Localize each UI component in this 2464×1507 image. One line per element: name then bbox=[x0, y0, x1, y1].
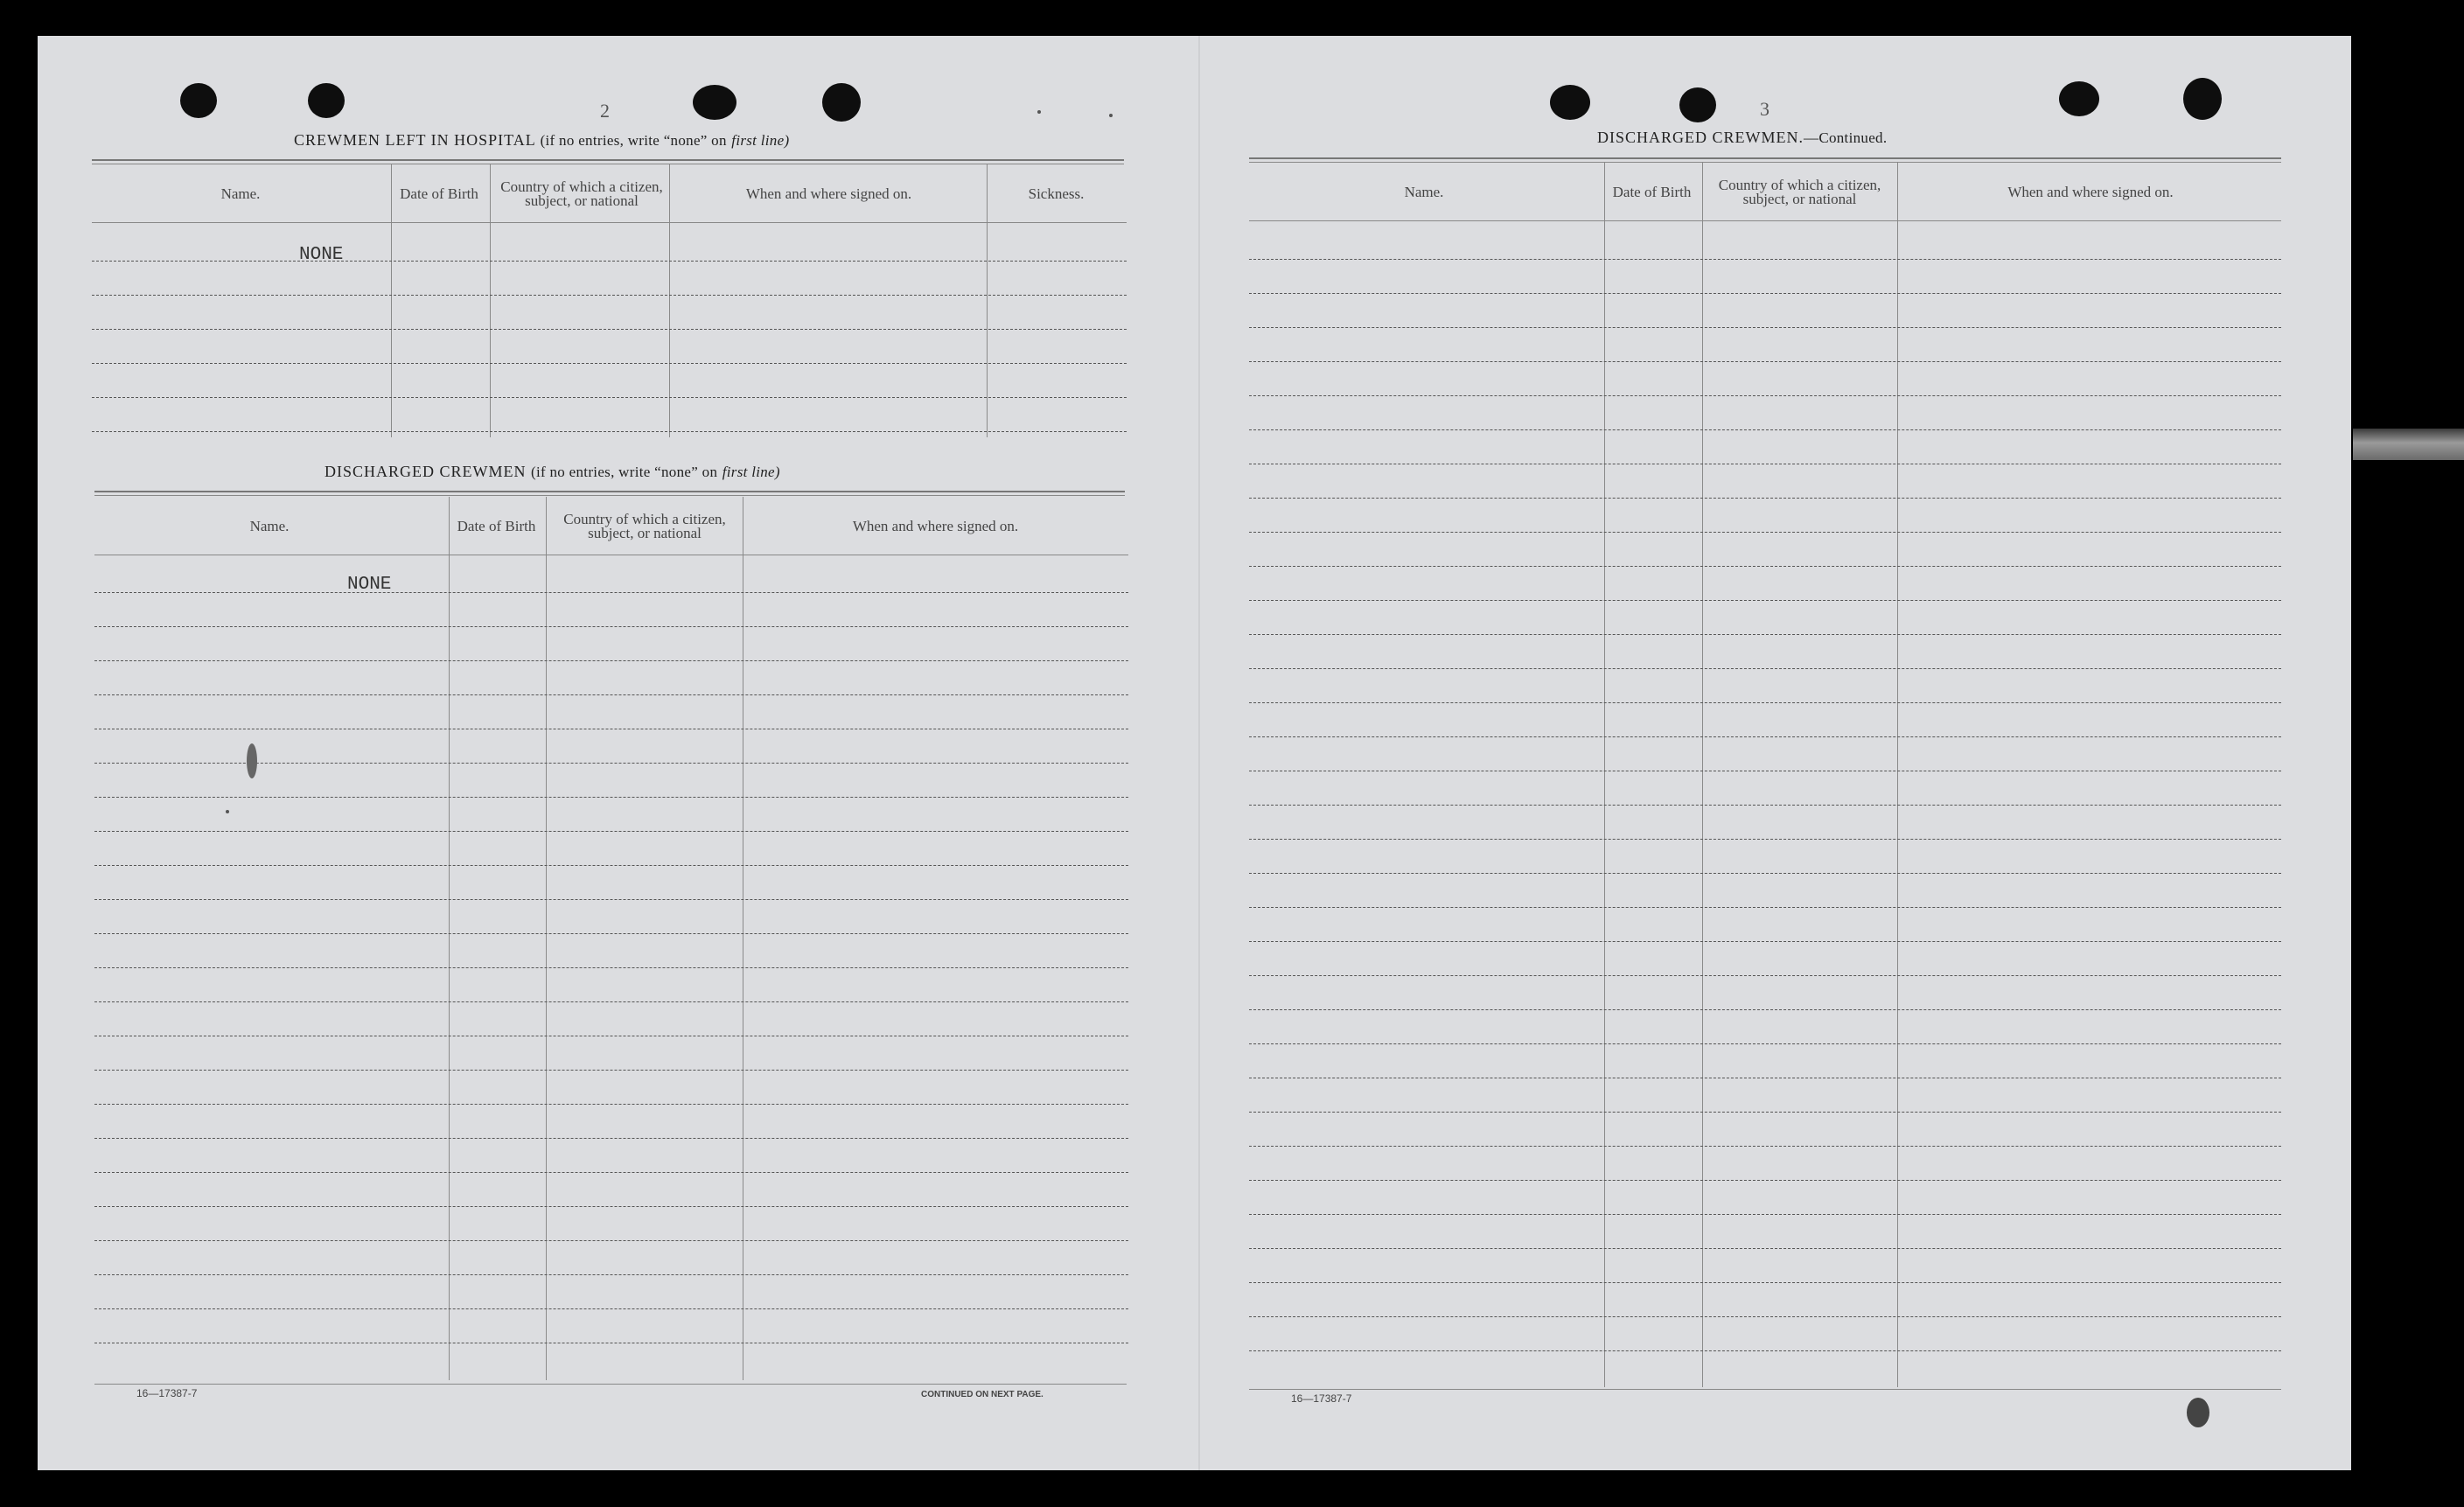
punch-hole bbox=[180, 83, 217, 118]
entry-line bbox=[1249, 1282, 2281, 1283]
column-divider bbox=[546, 497, 547, 1380]
column-header-sickness: Sickness. bbox=[1028, 185, 1085, 202]
form-number: 16—17387-7 bbox=[1291, 1392, 1352, 1405]
entry-line bbox=[1249, 1043, 2281, 1044]
column-header-dob: Date of Birth bbox=[400, 185, 478, 202]
entry-line bbox=[1249, 327, 2281, 328]
ink-smudge bbox=[247, 743, 257, 778]
entry-line bbox=[1249, 429, 2281, 430]
table-top-rule bbox=[1249, 157, 2281, 159]
table-bottom-rule bbox=[94, 1384, 1127, 1385]
section-title-discharged-continued bbox=[1597, 129, 1887, 147]
entry-line bbox=[94, 1138, 1128, 1139]
section-title-suffix: —Continued. bbox=[1804, 129, 1888, 146]
page-number: 2 bbox=[600, 100, 610, 122]
column-header-signed-on: When and where signed on. bbox=[852, 518, 1019, 534]
entry-line bbox=[94, 831, 1128, 832]
column-header-name: Name. bbox=[1404, 184, 1444, 200]
entry-line bbox=[1249, 1214, 2281, 1215]
header-underline bbox=[1249, 220, 2281, 221]
section-title-text: DISCHARGED CREWMEN bbox=[325, 463, 527, 480]
entry-line bbox=[94, 1172, 1128, 1173]
ink-speck bbox=[226, 810, 229, 813]
entry-line bbox=[1249, 839, 2281, 840]
column-header-name: Name. bbox=[220, 185, 261, 202]
entry-line bbox=[94, 1070, 1128, 1071]
entry-line bbox=[1249, 805, 2281, 806]
entry-line bbox=[1249, 1316, 2281, 1317]
entry-line bbox=[94, 933, 1128, 934]
entry-line bbox=[1249, 259, 2281, 260]
entry-line bbox=[1249, 1180, 2281, 1181]
entry-line bbox=[1249, 566, 2281, 567]
entry-line bbox=[94, 694, 1128, 695]
punch-hole bbox=[693, 85, 736, 120]
entry-line bbox=[1249, 634, 2281, 635]
document-sheet bbox=[38, 36, 2351, 1470]
entry-line bbox=[94, 592, 1128, 593]
entry-line bbox=[94, 899, 1128, 900]
entry-line bbox=[92, 329, 1127, 330]
entry-line bbox=[1249, 532, 2281, 533]
ink-smudge bbox=[2187, 1398, 2209, 1427]
ink-speck bbox=[1109, 114, 1113, 117]
entry-line bbox=[92, 295, 1127, 296]
entry-none: NONE bbox=[299, 245, 344, 265]
entry-line bbox=[1249, 668, 2281, 669]
column-header-dob: Date of Birth bbox=[457, 518, 536, 534]
entry-line bbox=[1249, 1146, 2281, 1147]
entry-line bbox=[92, 397, 1127, 398]
entry-line bbox=[1249, 702, 2281, 703]
entry-line bbox=[1249, 293, 2281, 294]
entry-none: NONE bbox=[347, 575, 392, 595]
entry-line bbox=[94, 1308, 1128, 1309]
table-top-rule bbox=[92, 159, 1124, 161]
entry-line bbox=[1249, 873, 2281, 874]
column-divider bbox=[449, 497, 450, 1380]
punch-hole bbox=[822, 83, 861, 122]
continued-note: CONTINUED ON NEXT PAGE. bbox=[921, 1390, 1044, 1399]
entry-line bbox=[94, 1001, 1128, 1002]
entry-line bbox=[1249, 395, 2281, 396]
column-header-country: Country of which a citizen, subject, or national bbox=[563, 511, 726, 541]
entry-line bbox=[94, 967, 1128, 968]
entry-line bbox=[1249, 498, 2281, 499]
entry-line bbox=[1249, 361, 2281, 362]
section-title-discharged bbox=[325, 463, 780, 481]
section-note-ital: first line) bbox=[722, 464, 780, 480]
entry-line bbox=[1249, 975, 2281, 976]
table-bottom-rule bbox=[1249, 1389, 2281, 1390]
column-header-country: Country of which a citizen, subject, or national bbox=[1718, 177, 1881, 207]
section-title-hospital bbox=[294, 131, 789, 150]
entry-line bbox=[94, 660, 1128, 661]
entry-line bbox=[1249, 1112, 2281, 1113]
entry-line bbox=[92, 261, 1127, 262]
page-number: 3 bbox=[1760, 98, 1769, 120]
table-top-rule bbox=[94, 495, 1125, 496]
punch-hole bbox=[2059, 81, 2099, 116]
entry-line bbox=[94, 626, 1128, 627]
entry-line bbox=[1249, 1248, 2281, 1249]
column-header-dob: Date of Birth bbox=[1612, 184, 1692, 200]
entry-line bbox=[1249, 600, 2281, 601]
column-header-signed-on: When and where signed on. bbox=[745, 185, 912, 202]
entry-line bbox=[94, 797, 1128, 798]
section-note-ital: first line) bbox=[731, 132, 790, 149]
column-header-signed-on: When and where signed on. bbox=[2007, 184, 2174, 200]
column-divider bbox=[1897, 163, 1898, 1387]
ink-speck bbox=[1037, 110, 1041, 114]
section-note: (if no entries, write “none” on bbox=[531, 464, 718, 480]
table-top-rule bbox=[94, 491, 1125, 492]
punch-hole bbox=[308, 83, 345, 118]
form-number: 16—17387-7 bbox=[136, 1387, 198, 1399]
section-note: (if no entries, write “none” on bbox=[540, 132, 727, 149]
entry-line bbox=[94, 1206, 1128, 1207]
header-underline bbox=[92, 222, 1127, 223]
entry-line bbox=[1249, 1009, 2281, 1010]
scanner-clip bbox=[2353, 429, 2464, 460]
section-title-text: DISCHARGED CREWMEN. bbox=[1597, 129, 1804, 146]
entry-line bbox=[94, 1104, 1128, 1105]
column-divider bbox=[1702, 163, 1703, 1387]
column-header-name: Name. bbox=[249, 518, 290, 534]
punch-hole bbox=[2183, 78, 2222, 120]
entry-line bbox=[94, 1240, 1128, 1241]
entry-line bbox=[92, 431, 1127, 432]
punch-hole bbox=[1679, 87, 1716, 122]
page-fold bbox=[1198, 36, 1200, 1470]
entry-line bbox=[1249, 907, 2281, 908]
entry-line bbox=[1249, 736, 2281, 737]
entry-line bbox=[1249, 1350, 2281, 1351]
section-title-text: CREWMEN LEFT IN HOSPITAL bbox=[294, 131, 536, 149]
punch-hole bbox=[1550, 85, 1590, 120]
column-divider bbox=[1604, 163, 1605, 1387]
entry-line bbox=[94, 865, 1128, 866]
entry-line bbox=[1249, 941, 2281, 942]
entry-line bbox=[92, 363, 1127, 364]
table-top-rule bbox=[1249, 162, 2281, 163]
column-header-country: Country of which a citizen, subject, or national bbox=[500, 178, 663, 209]
entry-line bbox=[94, 1274, 1128, 1275]
